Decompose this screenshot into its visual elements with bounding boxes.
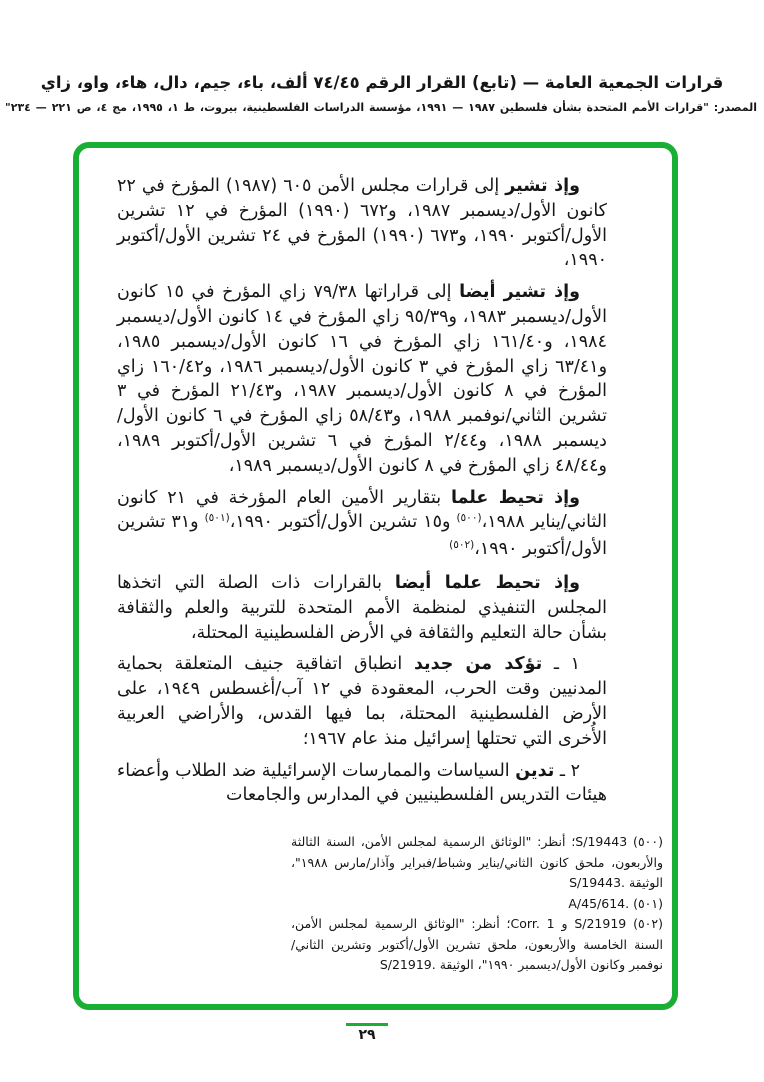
text-segment: و٣١ تشرين الأول/أكتوبر ١٩٩٠، (117, 512, 607, 560)
footnote-reference: (٥٠٠) (456, 512, 482, 525)
source-line: المصدر: "قرارات الأمم المتحدة بشأن فلسطين ١٩٨٧ — ١٩٩١، مؤسسة الدراسات الفلسطينية، بيروت، ط ١، ١٩٩٥، مج ٤، ص ٢٢١ — ٢٣٤" (5, 101, 758, 114)
footnote-item (291, 914, 663, 976)
body-paragraph (117, 486, 607, 564)
page-title: قرارات الجمعية العامة — (تابع) القرار الرقم ٧٤/٤٥ ألف، باء، جيم، دال، هاء، واو، زاي (40, 73, 724, 92)
footnote-marker: (٥٠٢) (626, 916, 664, 931)
page-number: ٢٩ (358, 1027, 376, 1043)
footnote-marker: (٥٠٠) (627, 834, 663, 849)
footnote-reference: (٥٠١) (204, 512, 230, 525)
text-segment: تؤكد من جديد (413, 654, 543, 675)
footnote-item (291, 894, 663, 915)
footnote-text: A/45/614.‎ (568, 895, 630, 911)
page-number-rule (346, 1023, 388, 1026)
text-segment: وإذ تشير أيضا (459, 282, 581, 303)
text-segment: و١٥ تشرين الأول/أكتوبر ١٩٩٠، (229, 512, 457, 533)
body-paragraph (117, 652, 607, 751)
footnote-text: S/21919 و Corr. 1؛ أنظر: "الوثائق الرسمية لمجلس الأمن، السنة الخامسة والأربعون، ملحق تشرين الأول/أكتوبر وتشرين الثاني/نوفمبر وكانون الأول/ديسمبر ١٩٩٠"، الوثيقة S/21919.‎ (291, 916, 663, 972)
body-paragraph (117, 174, 607, 273)
text-segment: إلى قرارات مجلس الأمن ٦٠٥ (١٩٨٧) المؤرخ في ٢٢ كانون الأول/ديسمبر ١٩٨٧، و٦٧٢ (١٩٩٠) المؤرخ في ١٢ تشرين الأول/أكتوبر ١٩٩٠، و٦٧٣ (١٩٩٠) المؤرخ في ٢٤ تشرين الأول/أكتوبر ١٩٩٠، (117, 176, 607, 271)
text-segment: السياسات والممارسات الإسرائيلية ضد الطلاب وأعضاء هيئات التدريس الفلسطينيين في المدارس والجامعات (117, 760, 607, 806)
text-segment: وإذ تحيط علما أيضا (394, 572, 580, 593)
text-segment: تدين (515, 760, 555, 781)
text-segment: وإذ تشير (505, 176, 581, 196)
body-paragraph (117, 759, 607, 809)
text-segment: بتقارير الأمين العام المؤرخة في ٢١ كانون الثاني/يناير ١٩٨٨، (117, 487, 607, 533)
body-paragraph (117, 280, 607, 478)
footnotes-section (291, 832, 663, 976)
resolution-body (117, 174, 607, 808)
footnote-reference: (٥٠٢) (449, 539, 475, 552)
text-segment: بالقرارات ذات الصلة التي اتخذها المجلس التنفيذي لمنظمة الأمم المتحدة للتربية والعلم والثقافة بشأن حالة التعليم والثقافة في الأرض الفلسطينية المحتلة، (117, 572, 607, 643)
footnote-text: S/19443؛ أنظر: "الوثائق الرسمية لمجلس الأمن، السنة الثالثة والأربعون، ملحق كانون الثاني/يناير وشباط/فبراير وآذار/مارس ١٩٨٨"، الوثيقة S/19443.‎ (291, 834, 663, 890)
resolution-text-box (73, 142, 678, 1010)
footnote-marker: (٥٠١) (629, 895, 663, 911)
text-segment: ٢ ـ (554, 760, 580, 781)
footnote-item (291, 832, 663, 894)
text-segment: وإذ تحيط علما (450, 487, 580, 508)
text-segment: ١ ـ (542, 654, 581, 675)
body-paragraph (117, 571, 607, 645)
text-segment: إلى قراراتها ٧٩/٣٨ زاي المؤرخ في ١٥ كانون الأول/ديسمبر ١٩٨٣، و٩٥/٣٩ زاي المؤرخ في ١٤ كانون الأول/ديسمبر ١٩٨٤، و١٦١/٤٠ زاي المؤرخ في ١٦ كانون الأول/ديسمبر ١٩٨٥، و٦٣/٤١ زاي المؤرخ في ٣ كانون الأول/ديسمبر ١٩٨٦، و١٦٠/٤٢ زاي المؤرخ في ٨ كانون الأول/ديسمبر ١٩٨٧، و٢١/٤٣ المؤرخ في ٣ تشرين الثاني/نوفمبر ١٩٨٨، و٥٨/٤٣ زاي المؤرخ في ٦ كانون الأول/ديسمبر ١٩٨٨، و٢/٤٤ المؤرخ في ٦ تشرين الأول/أكتوبر ١٩٨٩، و٤٨/٤٤ زاي المؤرخ في ٨ كانون الأول/ديسمبر ١٩٨٩، (117, 282, 608, 476)
text-segment: انطباق اتفاقية جنيف المتعلقة بحماية المدنيين وقت الحرب، المعقودة في ١٢ آب/أغسطس ١٩٤٩، على الأرض الفلسطينية المحتلة، بما فيها القدس، والأراضي العربية الأُخرى التي تحتلها إسرائيل منذ عام ١٩٦٧؛ (117, 654, 607, 749)
